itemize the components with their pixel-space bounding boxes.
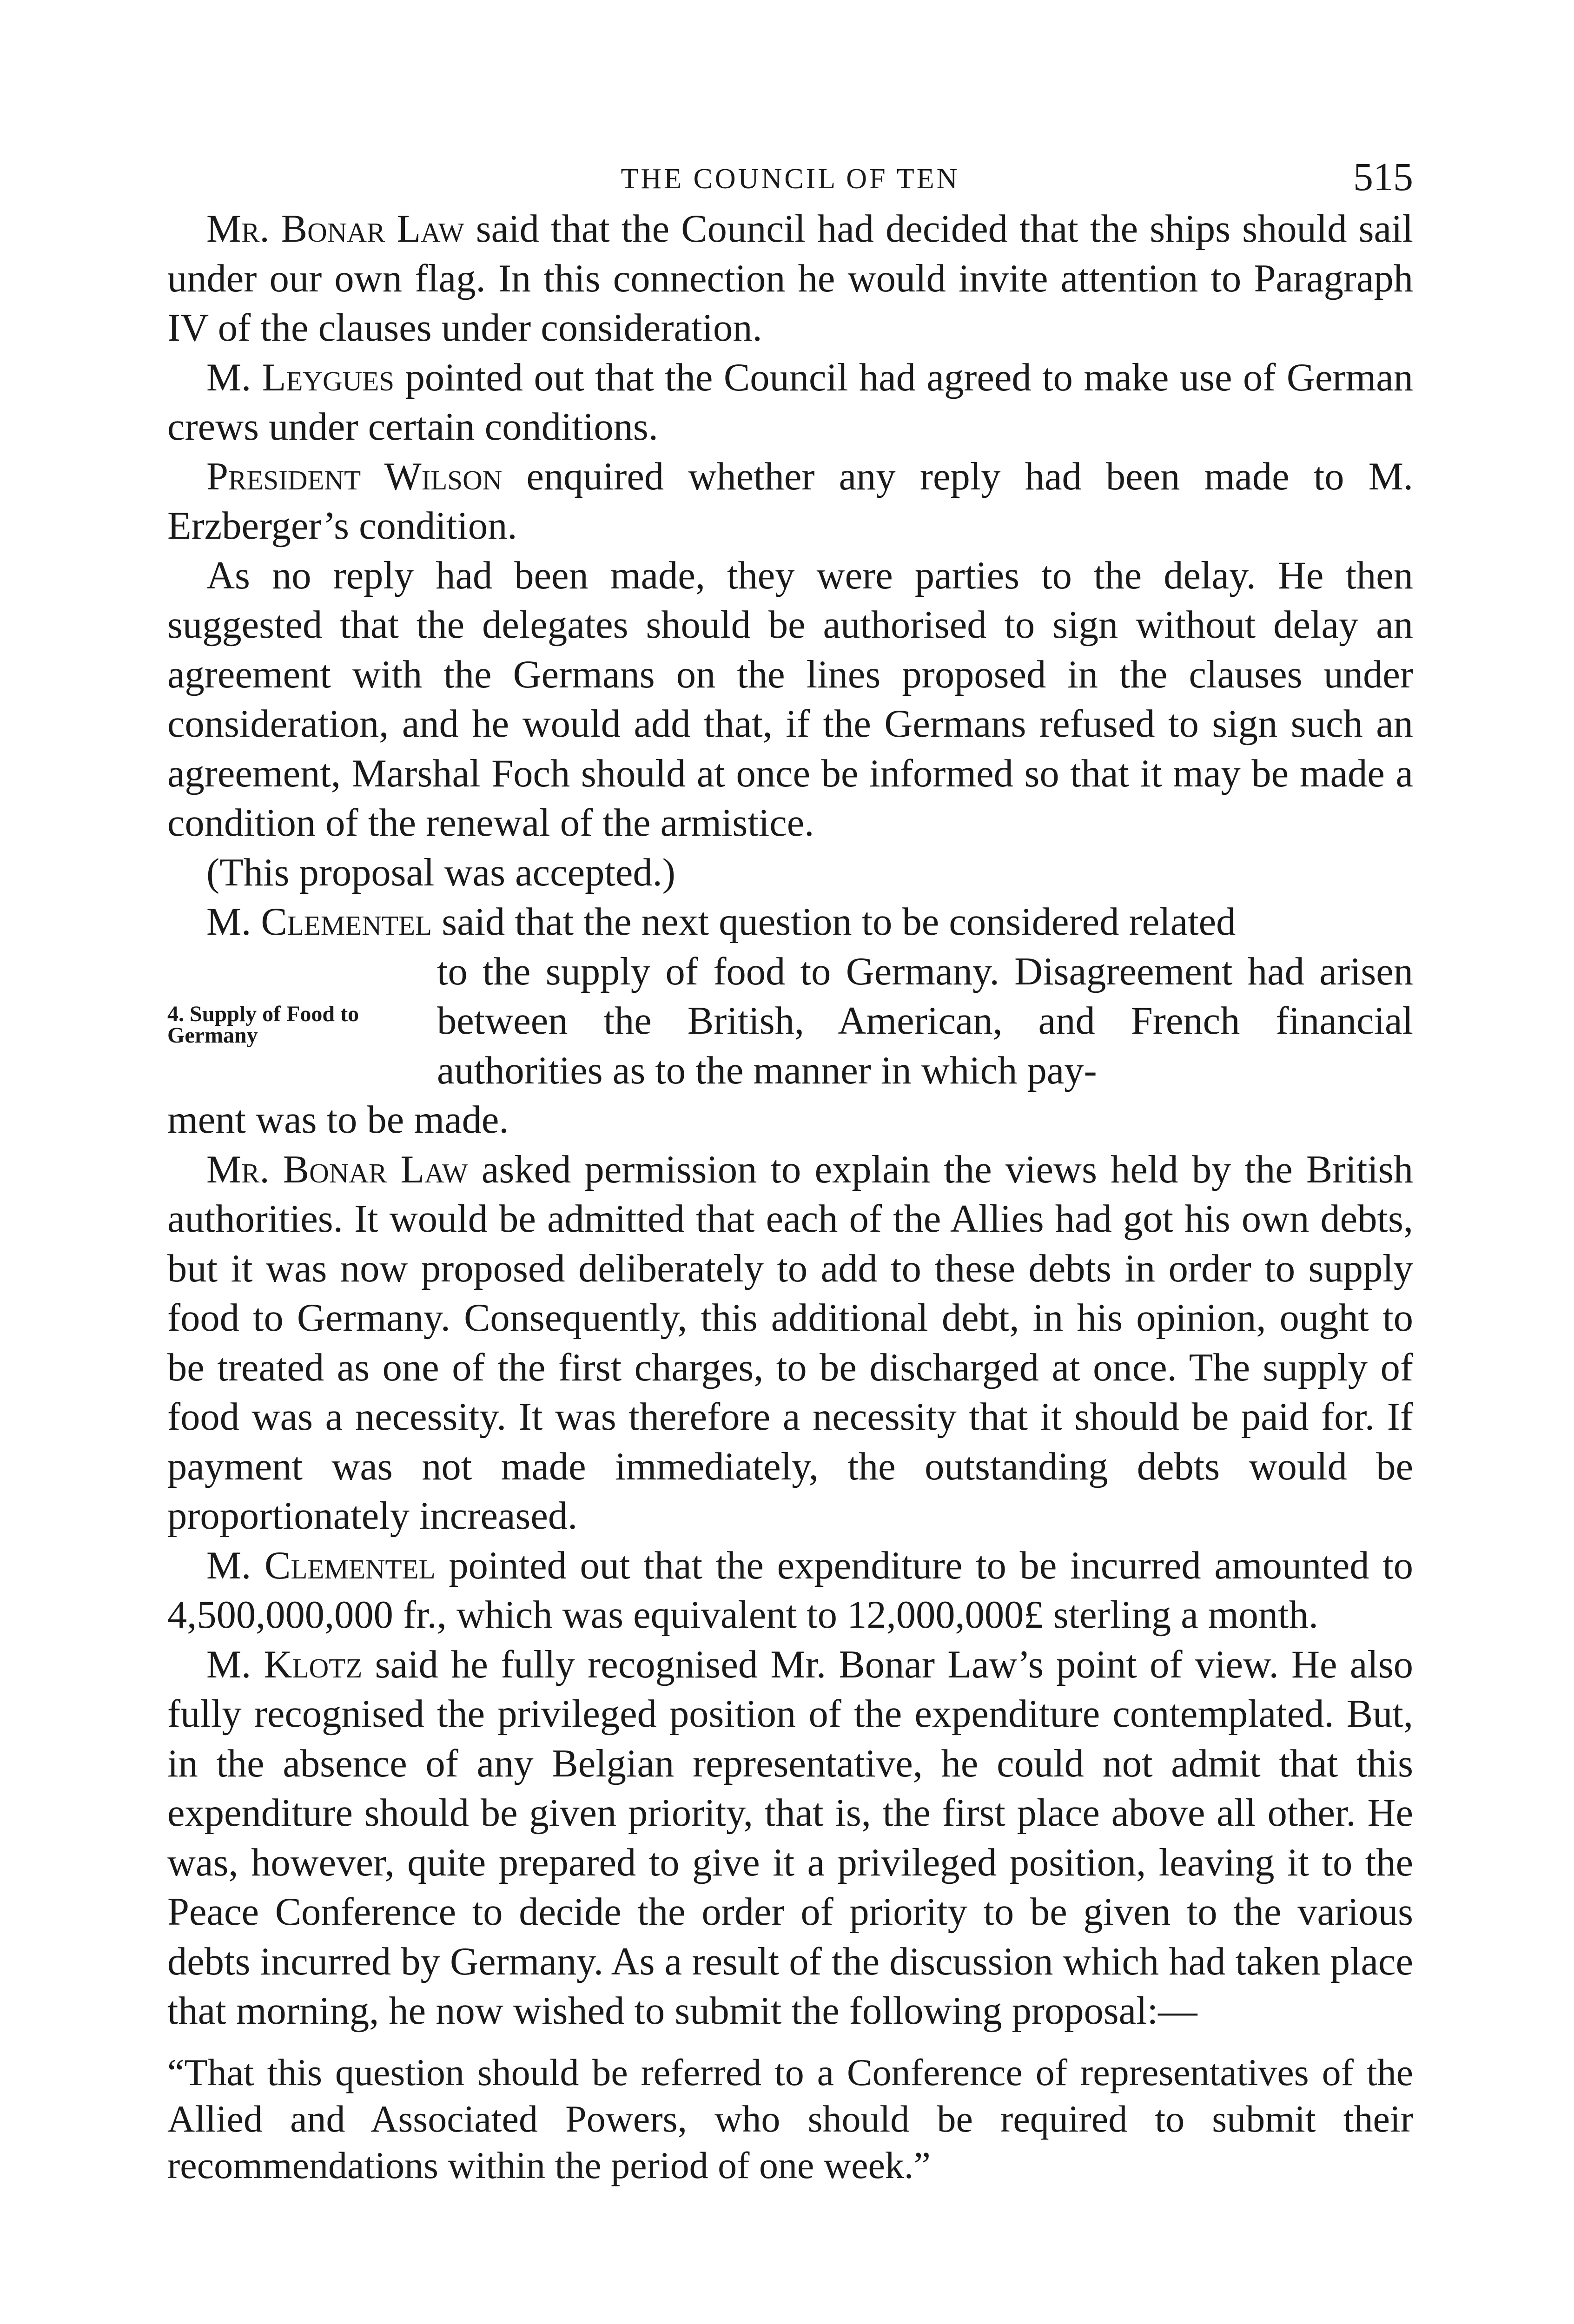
- paragraph-5: (This proposal was accepted.): [206, 851, 675, 894]
- page-number: 515: [1353, 154, 1413, 199]
- speaker-name: M. Leygues: [206, 356, 395, 399]
- speaker-name: Mr. Bonar Law: [206, 207, 464, 251]
- page-content: [167, 153, 1413, 2189]
- speaker-name: President Wilson: [206, 455, 503, 498]
- paragraph-7: [167, 1145, 1413, 1541]
- paragraph-text: enquired whether any reply had been made to M. Erzberger’s condition.: [167, 455, 1414, 548]
- paragraph-6-continued: ment was to be made.: [167, 1098, 509, 1142]
- paragraph-text: pointed out that the expenditure to be incurred amounted to 4,500,000,000 fr., which was equivalent to 12,000,000£ sterling a month.: [167, 1544, 1413, 1637]
- paragraph-1: [167, 205, 1413, 353]
- paragraph-9: [167, 1640, 1413, 2036]
- paragraph-text: said that the Council had decided that the ships should sail under our own flag. In this connection he would invite attention to Paragraph IV of the clauses under consideration.: [167, 207, 1414, 350]
- speaker-name: M. Clementel: [206, 1544, 436, 1587]
- paragraph-2: [167, 353, 1413, 452]
- body-text: [167, 205, 1413, 2189]
- running-header: [167, 153, 1413, 205]
- paragraph-text: pointed out that the Council had agreed to make use of German crews under certain conditions.: [167, 356, 1414, 449]
- paragraph-text: said that the next question to be considered related: [432, 900, 1236, 944]
- paragraph-4: As no reply had been made, they were parties to the delay. He then suggested that the delegates should be authorised to sign without delay an agreement with the Germans on the lines proposed in the clauses under consideration, and he would add that, if the Germans refused to sign such an agreement, Marshal Foch should at once be informed so that it may be made a condition of the renewal of the armistice.: [167, 554, 1413, 845]
- paragraph-6-first-line: [167, 898, 1413, 947]
- running-title: THE COUNCIL OF TEN: [621, 163, 960, 195]
- speaker-name: M. Klotz: [206, 1643, 363, 1686]
- paragraph-3: [167, 452, 1413, 551]
- sidenote-block: [167, 898, 1413, 1145]
- paragraph-text: said he fully recognised Mr. Bonar Law’s point of view. He also fully recognised the privileged position of the expenditure contemplated. But, in the absence of any Belgian representative, he could not admit that this expenditure should be given priority, that is, the first place above all other. He was, however, quite prepared to give it a privileged position, leaving it to the Peace Conference to decide the order of priority to be given to the various debts incurred by Germany. As a result of the discussion which had taken place that morning, he now wished to submit the following proposal:—: [167, 1643, 1413, 2033]
- paragraph-8: [167, 1541, 1413, 1640]
- paragraph-text: asked permission to explain the views held by the British authorities. It would be admitted that each of the Allies had got his own debts, but it was now proposed deliberately to add to these debts in order to supply food to Germany. Consequently, this additional debt, in his opinion, ought to be treated as one of the first charges, to be discharged at once. The supply of food was a necessity. It was therefore a necessity that it should be paid for. If payment was not made immediately, the outstanding debts would be proportionately increased.: [167, 1148, 1414, 1538]
- quoted-proposal: “That this question should be referred to a Conference of representatives of the Allied and Associated Powers, who should be required to submit their recommendations within the period of one week.”: [167, 2051, 1413, 2186]
- speaker-name: M. Clementel: [206, 900, 432, 944]
- marginal-note: 4. Supply of Food to Germany: [167, 1002, 359, 1048]
- paragraph-6-indented: to the supply of food to Germany. Disagreement had arisen between the British, American, and French financial authorities as to the manner in which pay-: [437, 950, 1413, 1092]
- speaker-name: Mr. Bonar Law: [206, 1148, 468, 1191]
